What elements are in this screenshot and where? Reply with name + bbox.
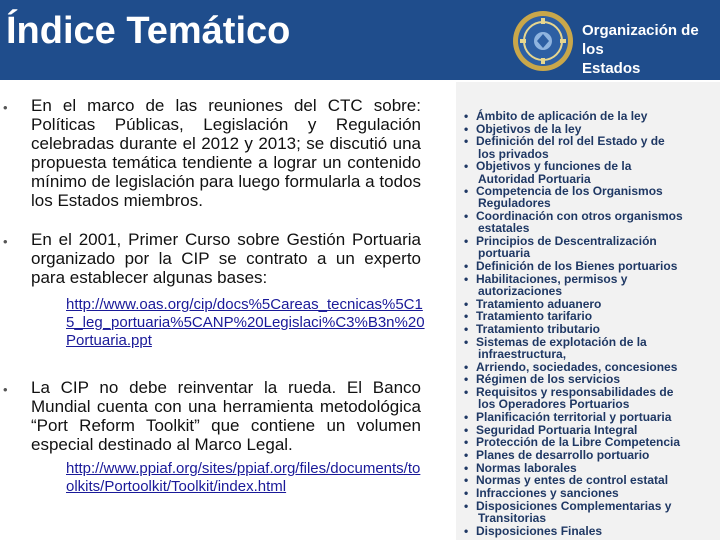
index-item [464, 310, 718, 322]
index-item-line: los privados [478, 146, 549, 161]
bullet: • [3, 100, 8, 115]
bullet: • [464, 422, 469, 437]
bullet: • [464, 234, 469, 248]
index-item [464, 298, 718, 310]
index-item-text [476, 436, 716, 448]
index-item-line: Habilitaciones, permisos y [476, 271, 628, 286]
toolkit-link[interactable]: http://www.ppiaf.org/sites/ppiaf.org/files/documents/toolkits/Portoolkit/Toolkit/index.html [66, 460, 421, 495]
index-item [464, 373, 718, 385]
bullet: • [3, 234, 8, 249]
index-item-text [476, 310, 716, 322]
bullet: • [464, 384, 469, 399]
index-item-line: Normas laborales [476, 460, 577, 475]
item-text: En el marco de las reuniones del CTC sobre: Políticas Públicas, Legislación y Regulación celebradas durante el 2012 y 2013; se discutió una propuesta temática tendiente a lograr un contenido mínimo de legislación para luego formularla a todos los Estados miembros. [31, 96, 421, 210]
index-item-text [476, 273, 716, 297]
index-item-text [476, 386, 716, 410]
index-item-line: Autoridad Portuaria [478, 171, 591, 186]
bullet: • [464, 184, 469, 199]
bullet: • [464, 159, 469, 174]
index-item [464, 260, 718, 272]
bullet: • [464, 372, 469, 387]
index-item [464, 160, 718, 184]
header-bar [0, 0, 720, 80]
index-item [464, 525, 718, 537]
index-item-text [476, 500, 716, 524]
bullet: • [464, 271, 469, 286]
index-item-text [476, 185, 716, 209]
index-item [464, 424, 718, 436]
index-item [464, 474, 718, 486]
bullet: • [464, 409, 469, 424]
index-item-line: Arriendo, sociedades, concesiones [476, 359, 678, 374]
bullet: • [464, 258, 469, 273]
panel-divider [438, 82, 456, 540]
bullet: • [464, 473, 469, 488]
org-name-line-1: Organización de los [582, 22, 699, 58]
index-item-text [476, 411, 716, 423]
index-item-line: estatales [478, 221, 530, 236]
index-item-line: Tratamiento tarifario [476, 309, 593, 324]
bullet: • [464, 121, 469, 136]
index-item [464, 487, 718, 499]
bullet: • [464, 435, 469, 450]
index-item-line: Disposiciones Finales [476, 523, 603, 538]
bullet: • [464, 359, 469, 374]
bullet: • [464, 296, 469, 311]
index-item-line: Tratamiento aduanero [476, 296, 602, 311]
index-item-line: Reguladores [478, 196, 551, 211]
bullet: • [464, 486, 469, 500]
index-item-text [476, 373, 716, 385]
bullet: • [464, 134, 469, 149]
index-item-line: portuaria [478, 246, 531, 261]
index-item-text [476, 449, 716, 461]
bullet: • [464, 109, 469, 123]
index-item-text [476, 474, 716, 486]
index-item-text [476, 235, 716, 259]
index-item-text [476, 135, 716, 159]
index-item-text [476, 424, 716, 436]
bullet: • [464, 321, 469, 336]
index-item [464, 210, 718, 234]
bullet: • [464, 447, 469, 462]
index-item-line: Régimen de los servicios [476, 372, 621, 387]
index-item [464, 185, 718, 209]
index-item-text [476, 260, 716, 272]
index-item [464, 411, 718, 423]
index-item-line: Principios de Descentralización [476, 234, 657, 248]
index-item [464, 273, 718, 297]
index-item-text [476, 298, 716, 310]
index-item [464, 336, 718, 360]
ppt-link[interactable]: http://www.oas.org/cip/docs%5Careas_tecnicas%5C15_leg_portuaria%5CANP%20Legislaci%C3%B3n%20Portuaria.ppt [66, 296, 425, 349]
index-item-line: Tratamiento tributario [476, 321, 601, 336]
index-item-text [476, 525, 716, 537]
index-item-text [476, 210, 716, 234]
index-item-line: Requisitos y responsabilidades de [476, 384, 674, 399]
index-item [464, 462, 718, 474]
index-item-line: Sistemas de explotación de la [476, 334, 647, 349]
index-item-line: Planificación territorial y portuaria [476, 409, 672, 424]
index-item-text [476, 361, 716, 373]
index-item-line: Infracciones y sanciones [476, 486, 619, 500]
index-item [464, 110, 718, 122]
bullet: • [464, 498, 469, 513]
index-item-line: Disposiciones Complementarias y [476, 498, 672, 513]
bullet: • [464, 334, 469, 349]
index-item-line: los Operadores Portuarios [478, 397, 630, 412]
page-title: Índice Temático [6, 10, 291, 52]
index-item-text [476, 110, 716, 122]
bullet: • [464, 309, 469, 324]
index-item-line: Coordinación con otros organismos [476, 209, 683, 224]
index-item [464, 135, 718, 159]
index-item-line: infraestructura, [478, 346, 567, 361]
index-item [464, 449, 718, 461]
index-item-text [476, 487, 716, 499]
index-item-line: Definición del rol del Estado y de [476, 134, 665, 149]
index-item-text [476, 462, 716, 474]
index-item-text [476, 336, 716, 360]
bullet: • [3, 382, 8, 397]
index-item [464, 235, 718, 259]
bullet: • [464, 460, 469, 475]
index-item-line: autorizaciones [478, 283, 563, 298]
index-item-line: Seguridad Portuaria Integral [476, 422, 638, 437]
oas-seal-logo [512, 10, 574, 72]
index-item-line: Ámbito de aplicación de la ley [476, 109, 648, 123]
index-item [464, 361, 718, 373]
index-item-line: Transitorias [478, 510, 547, 525]
index-item-text [476, 160, 716, 184]
index-item-line: Objetivos y funciones de la [476, 159, 632, 174]
index-item-text [476, 323, 716, 335]
index-item-line: Competencia de los Organismos [476, 184, 663, 199]
index-item-line: Planes de desarrollo portuario [476, 447, 650, 462]
index-item-line: Protección de la Libre Competencia [476, 435, 681, 450]
index-item-text [476, 123, 716, 135]
index-item-line: Objetivos de la ley [476, 121, 582, 136]
item-text: En el 2001, Primer Curso sobre Gestión Portuaria organizado por la CIP se contrato a un experto para establecer algunas bases: [31, 230, 421, 287]
index-item [464, 323, 718, 335]
index-item-line: Definición de los Bienes portuarios [476, 258, 678, 273]
index-item [464, 123, 718, 135]
bullet: • [464, 523, 469, 538]
index-item [464, 500, 718, 524]
org-name-line-2: Estados [582, 60, 641, 77]
index-item [464, 436, 718, 448]
index-item [464, 386, 718, 410]
item-text: La CIP no debe reinventar la rueda. El Banco Mundial cuenta con una herramienta metodológica “Port Reform Toolkit” que contiene un volumen especial destinado al Marco Legal. [31, 378, 421, 454]
bullet: • [464, 209, 469, 224]
index-item-line: Normas y entes de control estatal [476, 473, 669, 488]
